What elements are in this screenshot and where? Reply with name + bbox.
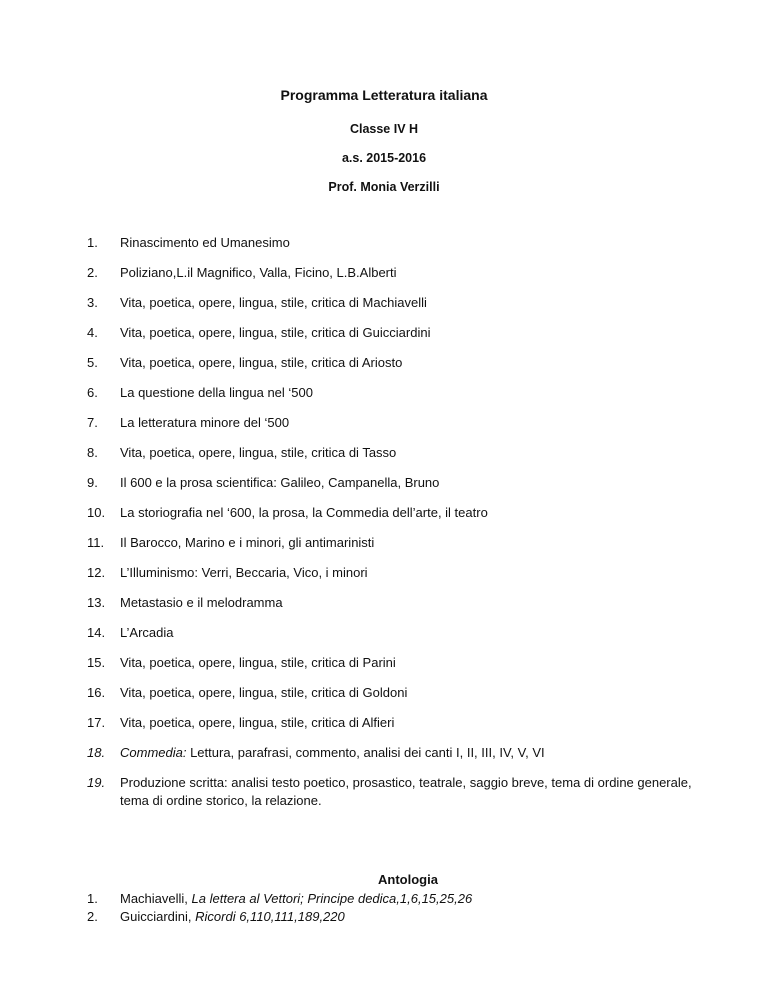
- list-item-number: 17.: [87, 715, 106, 730]
- works-list: Ricordi 6,110,111,189,220: [195, 909, 345, 924]
- list-item: [87, 624, 707, 642]
- list-item-number: 14.: [87, 625, 106, 640]
- list-item-text: La letteratura minore del ‘500: [120, 415, 290, 430]
- list-item-text: Metastasio e il melodramma: [120, 595, 283, 610]
- list-item-number: 13.: [87, 595, 106, 610]
- list-item-number: 12.: [87, 565, 106, 580]
- list-item: [87, 264, 707, 282]
- list-item: [87, 744, 707, 762]
- list-item-number: 4.: [87, 325, 98, 340]
- list-item: [87, 654, 707, 672]
- list-item-text: Vita, poetica, opere, lingua, stile, critica di Tasso: [120, 445, 397, 460]
- commedia-label: Commedia:: [120, 745, 187, 760]
- list-item: [87, 234, 707, 252]
- list-item-text: Vita, poetica, opere, lingua, stile, critica di Goldoni: [120, 685, 408, 700]
- list-item-number: 8.: [87, 445, 98, 460]
- antologia-title: Antologia: [378, 872, 438, 887]
- list-item-text: La storiografia nel ‘600, la prosa, la Commedia dell’arte, il teatro: [120, 505, 488, 520]
- list-item: [87, 294, 707, 312]
- list-item-number: 16.: [87, 685, 106, 700]
- list-item: [87, 564, 707, 582]
- list-item-number: 9.: [87, 475, 98, 490]
- list-item: [87, 414, 707, 432]
- list-item: [87, 444, 707, 462]
- antologia-item: [87, 908, 707, 926]
- list-item: [87, 354, 707, 372]
- school-year-label: a.s. 2015-2016: [341, 151, 427, 165]
- list-item-text: Vita, poetica, opere, lingua, stile, critica di Machiavelli: [120, 295, 427, 310]
- list-item: [87, 684, 707, 702]
- author-name: Machiavelli,: [120, 891, 192, 906]
- list-item-text: La questione della lingua nel ‘500: [120, 385, 313, 400]
- list-item-number: 1.: [87, 235, 98, 250]
- list-item-number: 5.: [87, 355, 98, 370]
- list-item-text: Poliziano,L.il Magnifico, Valla, Ficino, L.B.Alberti: [120, 265, 397, 280]
- list-item-text: Rinascimento ed Umanesimo: [120, 235, 290, 250]
- author-name: Guicciardini,: [120, 909, 196, 924]
- list-item-text: L’Illuminismo: Verri, Beccaria, Vico, i minori: [120, 565, 368, 580]
- list-item-text: Vita, poetica, opere, lingua, stile, critica di Guicciardini: [120, 325, 431, 340]
- list-item: [87, 594, 707, 612]
- commedia-description: Lettura, parafrasi, commento, analisi dei canti I, II, III, IV, V, VI: [186, 745, 545, 760]
- list-item-text: Il Barocco, Marino e i minori, gli antimarinisti: [120, 535, 375, 550]
- list-item: [87, 504, 707, 522]
- list-item-text: [120, 744, 707, 762]
- list-item: [87, 534, 707, 552]
- list-item: [87, 384, 707, 402]
- list-item-number: 6.: [87, 385, 98, 400]
- list-item-number: 3.: [87, 295, 98, 310]
- list-item-text: L’Arcadia: [120, 625, 174, 640]
- list-item-text: Vita, poetica, opere, lingua, stile, critica di Parini: [120, 655, 396, 670]
- list-item-number: 11.: [87, 535, 105, 550]
- document-title: Programma Letteratura italiana: [280, 87, 488, 103]
- antologia-entry: [120, 908, 707, 926]
- list-item-text: Vita, poetica, opere, lingua, stile, critica di Alfieri: [120, 715, 395, 730]
- list-item-text: Il 600 e la prosa scientifica: Galileo, Campanella, Bruno: [120, 475, 440, 490]
- list-item-number: 2.: [87, 909, 98, 924]
- works-list: La lettera al Vettori; Principe dedica,1,6,15,25,26: [191, 891, 473, 906]
- antologia-item: [87, 890, 707, 908]
- antologia-entry: [120, 890, 707, 908]
- list-item-number: 18.: [87, 745, 106, 760]
- list-item-number: 7.: [87, 415, 98, 430]
- list-item-text: Produzione scritta: analisi testo poetico, prosastico, teatrale, saggio breve, tema di ordine generale, tema di ordine storico, la relazione.: [120, 775, 692, 808]
- list-item: [87, 324, 707, 342]
- list-item: [87, 474, 707, 492]
- teacher-label: Prof. Monia Verzilli: [328, 180, 440, 194]
- class-label: Classe IV H: [349, 122, 419, 136]
- list-item-number: 19.: [87, 775, 106, 790]
- list-item: [87, 774, 707, 810]
- list-item-number: 2.: [87, 265, 98, 280]
- list-item-number: 15.: [87, 655, 106, 670]
- list-item-number: 10.: [87, 505, 106, 520]
- list-item-number: 1.: [87, 891, 98, 906]
- list-item-text: Vita, poetica, opere, lingua, stile, critica di Ariosto: [120, 355, 403, 370]
- list-item: [87, 714, 707, 732]
